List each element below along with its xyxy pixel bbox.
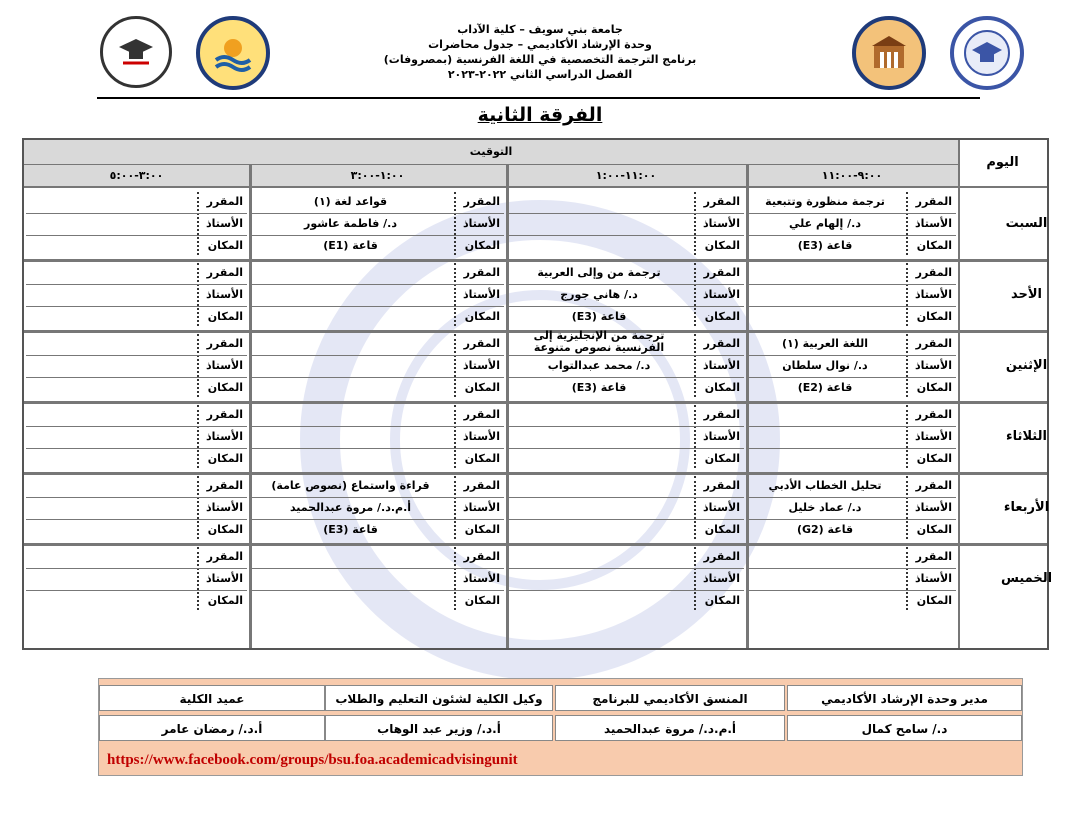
cell-place — [28, 238, 191, 254]
cell-course — [28, 549, 191, 565]
field-label-prof: الأستاذ — [702, 572, 740, 585]
header-rule — [97, 97, 980, 99]
grid-line — [24, 543, 1047, 546]
cell-course — [28, 265, 191, 281]
cell-course — [510, 549, 688, 565]
field-label-course: المقرر — [206, 195, 243, 208]
label-divider — [454, 476, 456, 539]
field-label-course: المقرر — [206, 550, 243, 563]
field-label-place: المكان — [916, 239, 952, 252]
field-label-place: المكان — [464, 452, 500, 465]
grid-line — [251, 213, 504, 214]
page-title: الفرقة الثانية — [477, 104, 603, 126]
grid-line — [26, 235, 247, 236]
grid-line — [748, 284, 956, 285]
footer-title: وكيل الكلية لشئون التعليم والطلاب — [325, 685, 553, 711]
field-label-place: المكان — [704, 381, 740, 394]
label-divider — [694, 476, 696, 539]
field-label-course: المقرر — [915, 550, 952, 563]
cell-prof — [28, 216, 191, 232]
cell-place — [750, 451, 900, 467]
advising-unit-logo — [950, 16, 1024, 90]
field-label-prof: الأستاذ — [914, 217, 952, 230]
grid-line — [748, 426, 956, 427]
cell-course — [253, 265, 448, 281]
cell-prof: د./ فاطمة عاشور — [304, 217, 397, 230]
field-label-prof: الأستاذ — [205, 572, 243, 585]
cell-place — [510, 593, 688, 609]
timing-header: التوقيت — [469, 145, 513, 158]
day-column-header: اليوم — [986, 155, 1019, 170]
header-line-1: جامعة بني سويف – كلية الآداب — [457, 23, 623, 36]
footer-title: مدير وحدة الإرشاد الأكاديمي — [787, 685, 1022, 711]
grid-line — [26, 448, 247, 449]
grid-line — [508, 306, 744, 307]
label-divider — [906, 405, 908, 468]
cell-course — [253, 336, 448, 352]
grid-line — [508, 590, 744, 591]
field-label-place: المكان — [207, 310, 243, 323]
label-divider — [454, 547, 456, 610]
cell-course — [28, 194, 191, 210]
graduation-hat-icon — [962, 28, 1012, 78]
label-divider — [197, 476, 199, 539]
label-divider — [197, 192, 199, 255]
field-label-place: المكان — [464, 310, 500, 323]
field-label-prof: الأستاذ — [914, 501, 952, 514]
cell-prof — [28, 429, 191, 445]
cell-course — [750, 407, 900, 423]
label-divider — [454, 192, 456, 255]
label-divider — [454, 405, 456, 468]
day-name: الأحد — [1010, 286, 1042, 302]
cell-prof: د./ هاني جورج — [560, 288, 638, 301]
label-divider — [454, 263, 456, 326]
cell-prof — [750, 429, 900, 445]
grid-line — [24, 164, 958, 165]
cell-place — [510, 522, 688, 538]
schedule-table — [22, 138, 1053, 650]
label-divider — [197, 405, 199, 468]
cell-prof — [28, 500, 191, 516]
grid-line — [748, 306, 956, 307]
grid-line — [508, 426, 744, 427]
grid-line — [748, 568, 956, 569]
field-label-course: المقرر — [703, 266, 740, 279]
field-label-course: المقرر — [463, 550, 500, 563]
cell-prof — [510, 216, 688, 232]
footer-name: د./ سامح كمال — [787, 715, 1022, 741]
cell-prof — [253, 287, 448, 303]
field-label-place: المكان — [207, 594, 243, 607]
field-label-place: المكان — [916, 310, 952, 323]
cell-course: تحليل الخطاب الأدبي — [768, 479, 882, 492]
grid-line — [251, 235, 504, 236]
field-label-prof: الأستاذ — [205, 288, 243, 301]
cell-place: قاعة (E1) — [323, 239, 378, 252]
field-label-course: المقرر — [915, 266, 952, 279]
cell-place — [510, 451, 688, 467]
cell-course: ترجمة من وإلى العربية — [537, 266, 661, 279]
field-label-place: المكان — [916, 594, 952, 607]
cell-place — [28, 309, 191, 325]
header-line-3: برنامج الترجمة التخصصية في اللغة الفرنسية (بمصروفات) — [383, 53, 697, 66]
field-label-course: المقرر — [463, 195, 500, 208]
grid-line — [508, 235, 744, 236]
cell-prof — [28, 287, 191, 303]
footer-name: أ.م.د./ مروة عبدالحميد — [555, 715, 785, 741]
field-label-course: المقرر — [206, 479, 243, 492]
cell-course — [28, 407, 191, 423]
field-label-course: المقرر — [915, 408, 952, 421]
grid-line — [26, 426, 247, 427]
label-divider — [906, 334, 908, 397]
field-label-prof: الأستاذ — [702, 430, 740, 443]
grid-line — [508, 213, 744, 214]
label-divider — [694, 192, 696, 255]
field-label-place: المكان — [704, 239, 740, 252]
field-label-prof: الأستاذ — [914, 572, 952, 585]
cell-prof: د./ محمد عبدالتواب — [547, 359, 651, 372]
field-label-prof: الأستاذ — [702, 359, 740, 372]
field-label-prof: الأستاذ — [914, 359, 952, 372]
label-divider — [906, 547, 908, 610]
grid-line — [26, 377, 247, 378]
label-divider — [906, 476, 908, 539]
grid-line — [24, 259, 1047, 262]
field-label-prof: الأستاذ — [462, 359, 500, 372]
field-label-place: المكان — [464, 381, 500, 394]
field-label-place: المكان — [207, 381, 243, 394]
field-label-course: المقرر — [915, 479, 952, 492]
field-label-course: المقرر — [463, 479, 500, 492]
grid-line — [748, 519, 956, 520]
cell-prof: د./ عماد خليل — [788, 501, 862, 514]
grid-line — [748, 235, 956, 236]
cell-course: قراءة واستماع (نصوص عامة) — [271, 479, 430, 492]
field-label-prof: الأستاذ — [702, 501, 740, 514]
time-slot-header: ١١:٠٠-١:٠٠ — [595, 169, 657, 182]
grid-line — [251, 497, 504, 498]
grid-line — [748, 497, 956, 498]
grid-line — [24, 472, 1047, 475]
field-label-prof: الأستاذ — [462, 430, 500, 443]
field-label-prof: الأستاذ — [205, 501, 243, 514]
field-label-course: المقرر — [206, 408, 243, 421]
grid-line — [26, 568, 247, 569]
grid-line — [251, 284, 504, 285]
day-name: الثلاثاء — [1006, 428, 1047, 444]
day-name: الإثنين — [1005, 357, 1048, 373]
field-label-course: المقرر — [703, 408, 740, 421]
field-label-place: المكان — [464, 523, 500, 536]
cell-place — [28, 522, 191, 538]
grid-line — [251, 306, 504, 307]
day-name: الأربعاء — [1003, 499, 1050, 515]
cell-place — [253, 451, 448, 467]
cell-place: قاعة (E3) — [797, 239, 853, 252]
label-divider — [906, 263, 908, 326]
time-slot-header: ٩:٠٠-١١:٠٠ — [821, 169, 883, 182]
label-divider — [197, 334, 199, 397]
grid-line — [508, 448, 744, 449]
cell-prof — [253, 429, 448, 445]
grid-line — [26, 213, 247, 214]
footer-title: عميد الكلية — [99, 685, 325, 711]
field-label-place: المكان — [464, 239, 500, 252]
field-label-prof: الأستاذ — [462, 217, 500, 230]
cell-place — [28, 380, 191, 396]
cell-course — [750, 549, 900, 565]
grid-line — [26, 306, 247, 307]
grid-line — [26, 497, 247, 498]
grid-line — [26, 284, 247, 285]
cell-place — [750, 309, 900, 325]
cell-place: قاعة (E3) — [571, 310, 627, 323]
cell-prof — [28, 358, 191, 374]
cell-prof: أ.م.د./ مروة عبدالحميد — [289, 501, 412, 514]
grid-line — [251, 377, 504, 378]
grid-line — [508, 355, 744, 356]
cell-prof — [253, 571, 448, 587]
signatures-footer — [98, 678, 1023, 776]
time-slot-header: ٣:٠٠-٥:٠٠ — [109, 169, 164, 182]
grid-line — [251, 590, 504, 591]
grid-line — [506, 164, 509, 648]
cell-prof — [28, 571, 191, 587]
grid-line — [24, 186, 1047, 188]
label-divider — [906, 192, 908, 255]
cell-place: قاعة (E2) — [797, 381, 853, 394]
cell-course — [28, 478, 191, 494]
field-label-place: المكان — [704, 452, 740, 465]
grid-line — [748, 590, 956, 591]
grid-line — [249, 164, 252, 648]
field-label-place: المكان — [207, 523, 243, 536]
grid-line — [251, 519, 504, 520]
grid-line — [748, 355, 956, 356]
field-label-place: المكان — [207, 452, 243, 465]
footer-name: أ.د./ رمضان عامر — [99, 715, 325, 741]
cell-course — [253, 549, 448, 565]
cell-prof — [253, 358, 448, 374]
field-label-course: المقرر — [463, 408, 500, 421]
cell-place — [253, 309, 448, 325]
field-label-course: المقرر — [915, 195, 952, 208]
field-label-place: المكان — [704, 310, 740, 323]
grid-line — [958, 140, 960, 648]
grid-line — [508, 519, 744, 520]
label-divider — [197, 547, 199, 610]
grid-line — [508, 568, 744, 569]
grid-line — [251, 355, 504, 356]
cell-place: قاعة (E3) — [323, 523, 378, 536]
cell-place — [28, 593, 191, 609]
cell-course — [253, 407, 448, 423]
label-divider — [454, 334, 456, 397]
cell-course: قواعد لغة (١) — [313, 195, 388, 208]
grid-line — [251, 426, 504, 427]
footer-name: أ.د./ وزير عبد الوهاب — [325, 715, 553, 741]
grid-line — [508, 284, 744, 285]
field-label-course: المقرر — [703, 337, 740, 350]
field-label-place: المكان — [916, 381, 952, 394]
field-label-course: المقرر — [703, 479, 740, 492]
grid-line — [748, 377, 956, 378]
cell-course — [750, 265, 900, 281]
cell-prof — [510, 571, 688, 587]
grid-line — [748, 213, 956, 214]
faculty-logo — [100, 16, 172, 88]
grid-line — [746, 164, 749, 648]
cell-prof — [750, 571, 900, 587]
cell-course: ترجمة منظورة وتتبعية — [765, 195, 885, 208]
field-label-place: المكان — [207, 239, 243, 252]
day-name: الخميس — [1000, 570, 1053, 586]
cell-place — [750, 593, 900, 609]
grid-line — [26, 519, 247, 520]
cell-place — [510, 238, 688, 254]
grid-line — [748, 448, 956, 449]
cell-place: قاعة (E3) — [571, 381, 627, 394]
field-label-course: المقرر — [463, 266, 500, 279]
field-label-prof: الأستاذ — [914, 288, 952, 301]
cell-place — [253, 593, 448, 609]
cell-course — [28, 336, 191, 352]
field-label-prof: الأستاذ — [462, 501, 500, 514]
field-label-course: المقرر — [206, 266, 243, 279]
cell-prof — [510, 500, 688, 516]
grid-line — [251, 568, 504, 569]
sun-waves-icon — [210, 30, 256, 76]
cell-prof: د./ إلهام علي — [789, 217, 861, 230]
label-divider — [694, 334, 696, 397]
field-label-prof: الأستاذ — [205, 217, 243, 230]
cell-prof — [750, 287, 900, 303]
cell-place — [253, 380, 448, 396]
field-label-prof: الأستاذ — [205, 359, 243, 372]
cell-course — [510, 407, 688, 423]
building-icon — [866, 30, 912, 76]
label-divider — [197, 263, 199, 326]
field-label-course: المقرر — [206, 337, 243, 350]
field-label-prof: الأستاذ — [702, 288, 740, 301]
header-line-2: وحدة الإرشاد الأكاديمي – جدول محاضرات — [428, 38, 652, 51]
page-header — [0, 0, 1080, 100]
grid-line — [508, 377, 744, 378]
field-label-prof: الأستاذ — [205, 430, 243, 443]
academic-cap-icon — [113, 29, 159, 75]
cell-prof: د./ نوال سلطان — [782, 359, 868, 372]
field-label-place: المكان — [464, 594, 500, 607]
field-label-place: المكان — [704, 594, 740, 607]
field-label-prof: الأستاذ — [914, 430, 952, 443]
field-label-course: المقرر — [703, 195, 740, 208]
cell-course: ترجمة من الإنجليزية إلى الفرنسية نصوص متنوعة — [533, 330, 665, 354]
field-label-place: المكان — [916, 452, 952, 465]
day-name: السبت — [1005, 215, 1048, 231]
grid-line — [251, 448, 504, 449]
field-label-course: المقرر — [463, 337, 500, 350]
label-divider — [694, 263, 696, 326]
field-label-course: المقرر — [703, 550, 740, 563]
grid-line — [508, 497, 744, 498]
cell-course — [510, 194, 688, 210]
field-label-prof: الأستاذ — [462, 288, 500, 301]
cell-course — [510, 478, 688, 494]
footer-title: المنسق الأكاديمي للبرنامج — [555, 685, 785, 711]
field-label-place: المكان — [916, 523, 952, 536]
time-slot-header: ١:٠٠-٣:٠٠ — [350, 169, 405, 182]
grid-line — [24, 401, 1047, 404]
cell-place: قاعة (G2) — [796, 523, 854, 536]
header-text — [330, 22, 750, 82]
label-divider — [694, 547, 696, 610]
label-divider — [694, 405, 696, 468]
cell-course: اللغة العربية (١) — [782, 337, 868, 350]
cell-place — [28, 451, 191, 467]
cell-prof — [510, 429, 688, 445]
header-line-4: الفصل الدراسي الثاني ٢٠٢٢-٢٠٢٣ — [447, 68, 633, 81]
grid-line — [26, 355, 247, 356]
field-label-place: المكان — [704, 523, 740, 536]
field-label-course: المقرر — [915, 337, 952, 350]
field-label-prof: الأستاذ — [702, 217, 740, 230]
university-seal-right — [852, 16, 926, 90]
grid-line — [26, 590, 247, 591]
university-seal-left — [196, 16, 270, 90]
field-label-prof: الأستاذ — [462, 572, 500, 585]
facebook-link[interactable]: https://www.facebook.com/groups/bsu.foa.academicadvisingunit — [107, 752, 518, 768]
